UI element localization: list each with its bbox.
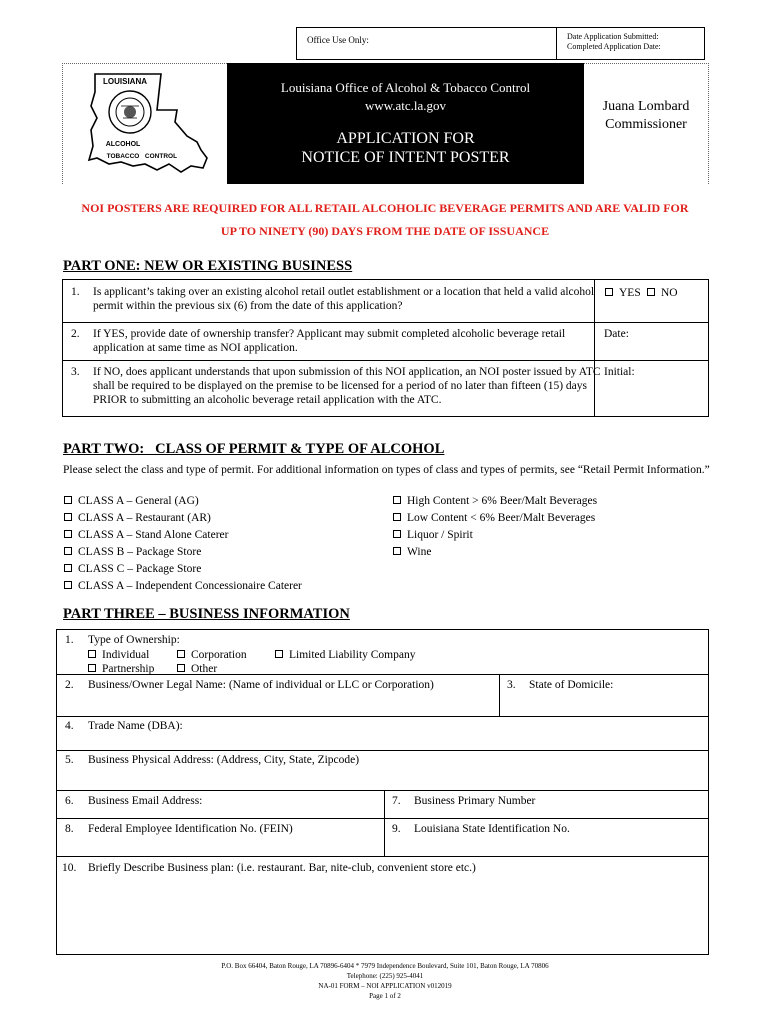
ownership-corporation-option[interactable] (177, 648, 247, 662)
date-completed-label: Completed Application Date: (567, 42, 661, 51)
q3-number: 3. (71, 366, 80, 378)
q1-yes-option[interactable] (605, 286, 641, 300)
other-specify-line[interactable] (219, 674, 412, 675)
class-b-package-checkbox[interactable] (64, 547, 72, 555)
legal-name-field[interactable]: Business/Owner Legal Name: (Name of individual or LLC or Corporation) (88, 679, 434, 691)
ownership-partnership-option[interactable] (88, 662, 154, 676)
state-of-domicile-field[interactable]: State of Domicile: (529, 679, 614, 691)
class-c-package-option[interactable] (64, 562, 302, 579)
header-black-panel (227, 63, 584, 184)
q1-text-line1: Is applicant’s taking over an existing alcohol retail outlet establishment or a location that held a valid alcohol (93, 286, 595, 298)
footer-page-number: Page 1 of 2 (369, 992, 401, 1000)
liquor-checkbox[interactable] (393, 530, 401, 538)
q3-text-line2: shall be required to be displayed on the premise to be licensed for a period of no later than fifteen (15) days (93, 380, 588, 392)
fein-field[interactable]: Federal Employee Identification No. (FEIN) (88, 823, 293, 835)
q2-number: 2. (71, 328, 80, 340)
class-a-caterer-checkbox[interactable] (64, 530, 72, 538)
q1-yes-checkbox[interactable] (605, 288, 613, 296)
f7-number: 7. (392, 795, 401, 807)
f6-number: 6. (65, 795, 74, 807)
low-content-checkbox[interactable] (393, 513, 401, 521)
logo-text-bottom1: TOBACCO (106, 153, 140, 160)
q3-initial-field[interactable]: Initial: (604, 366, 635, 378)
trade-name-field[interactable]: Trade Name (DBA): (88, 720, 183, 732)
corporation-label: Corporation (191, 649, 247, 661)
ownership-individual-option[interactable] (88, 648, 149, 662)
footer-form-id: NA-01 FORM – NOI APPLICATION v012019 (318, 982, 452, 990)
header-band (62, 63, 709, 184)
class-a-general-checkbox[interactable] (64, 496, 72, 504)
q1-yes-label: YES (619, 287, 641, 299)
class-a-concessionaire-checkbox[interactable] (64, 581, 72, 589)
liquor-option[interactable] (393, 528, 597, 545)
f2-number: 2. (65, 679, 74, 691)
high-content-option[interactable] (393, 494, 597, 511)
liquor-label: Liquor / Spirit (407, 529, 473, 541)
header-left-panel (62, 63, 227, 184)
class-b-package-label: CLASS B – Package Store (78, 546, 202, 558)
footer-telephone: Telephone: (225) 925-4041 (346, 972, 424, 980)
date-submitted-label: Date Application Submitted: (567, 32, 659, 41)
class-a-general-label: CLASS A – General (AG) (78, 495, 199, 507)
ownership-other-option[interactable] (177, 662, 217, 676)
alcohol-type-list (393, 494, 597, 562)
class-a-concessionaire-label: CLASS A – Independent Concessionaire Caterer (78, 580, 302, 592)
form-title-line2: NOTICE OF INTENT POSTER (301, 149, 510, 166)
wine-option[interactable] (393, 545, 597, 562)
individual-checkbox[interactable] (88, 650, 96, 658)
part-three-heading: PART THREE – BUSINESS INFORMATION (63, 606, 350, 622)
email-field[interactable]: Business Email Address: (88, 795, 203, 807)
footer-address: P.O. Box 66404, Baton Rouge, LA 70896-6404 * 7979 Independence Boulevard, Suite 101, Baton Rouge, LA 70806 (221, 962, 549, 970)
llc-checkbox[interactable] (275, 650, 283, 658)
logo-text-top: LOUISIANA (103, 77, 147, 86)
part-two-instructions: Please select the class and type of permit. For additional information on types of class and types of permits, see “Retail Permit Information.” (63, 464, 710, 476)
q3-text-line1: If NO, does applicant understands that upon submission of this NOI application, an NOI poster issued by ATC (93, 366, 601, 378)
f3-number: 3. (507, 679, 516, 691)
q1-number: 1. (71, 286, 80, 298)
corporation-checkbox[interactable] (177, 650, 185, 658)
part-two-heading: PART TWO: CLASS OF PERMIT & TYPE OF ALCOHOL (63, 441, 445, 457)
f4-number: 4. (65, 720, 74, 732)
q2-date-field[interactable]: Date: (604, 328, 629, 340)
q1-no-label: NO (661, 287, 678, 299)
louisiana-state-logo (73, 70, 213, 178)
agency-name: Louisiana Office of Alcohol & Tobacco Control (280, 80, 531, 95)
class-a-general-option[interactable] (64, 494, 302, 511)
low-content-label: Low Content < 6% Beer/Malt Beverages (407, 512, 596, 524)
f10-number: 10. (62, 862, 77, 874)
class-b-package-option[interactable] (64, 545, 302, 562)
f5-number: 5. (65, 754, 74, 766)
partnership-label: Partnership (102, 663, 155, 675)
partnership-checkbox[interactable] (88, 664, 96, 672)
class-c-package-checkbox[interactable] (64, 564, 72, 572)
wine-label: Wine (407, 546, 432, 558)
commissioner-name: Juana Lombard (602, 99, 690, 114)
class-c-package-label: CLASS C – Package Store (78, 563, 202, 575)
high-content-label: High Content > 6% Beer/Malt Beverages (407, 495, 598, 507)
logo-text-mid: ALCOHOL (105, 141, 141, 148)
logo-text-bottom2: CONTROL (144, 153, 178, 160)
other-label: Other (191, 663, 218, 675)
q2-text-line1: If YES, provide date of ownership transfer? Applicant may submit completed alcoholic beverage retail (93, 328, 566, 340)
agency-website: www.atc.la.gov (364, 98, 447, 113)
high-content-checkbox[interactable] (393, 496, 401, 504)
q1-no-option[interactable] (647, 286, 678, 300)
f8-number: 8. (65, 823, 74, 835)
wine-checkbox[interactable] (393, 547, 401, 555)
class-a-caterer-option[interactable] (64, 528, 302, 545)
q1-no-checkbox[interactable] (647, 288, 655, 296)
class-a-restaurant-label: CLASS A – Restaurant (AR) (78, 512, 211, 524)
primary-number-field[interactable]: Business Primary Number (414, 795, 536, 807)
notice-line1: NOI POSTERS ARE REQUIRED FOR ALL RETAIL ALCOHOLIC BEVERAGE PERMITS AND ARE VALID FOR (81, 201, 689, 215)
llc-label: Limited Liability Company (289, 649, 416, 661)
business-info-table (56, 629, 709, 955)
business-plan-field[interactable]: Briefly Describe Business plan: (i.e. restaurant. Bar, nite-club, convenient store etc.) (88, 862, 476, 874)
q3-text-line3: PRIOR to submitting an alcoholic beverage retail application with the ATC. (93, 394, 442, 406)
notice-line2: UP TO NINETY (90) DAYS FROM THE DATE OF ISSUANCE (220, 224, 550, 238)
commissioner-title: Commissioner (605, 117, 687, 132)
noi-notice (50, 201, 720, 239)
q1-text-line2: permit within the previous six (6) from the date of this application? (93, 300, 403, 312)
class-a-restaurant-option[interactable] (64, 511, 302, 528)
low-content-option[interactable] (393, 511, 597, 528)
q2-text-line2: application at same time as NOI application. (93, 342, 298, 354)
individual-label: Individual (102, 649, 150, 661)
part-one-table (62, 279, 709, 417)
ownership-label: Type of Ownership: (88, 634, 180, 646)
office-use-label: Office Use Only: (307, 35, 369, 45)
f1-number: 1. (65, 634, 74, 646)
part-one-heading: PART ONE: NEW OR EXISTING BUSINESS (63, 258, 353, 274)
f9-number: 9. (392, 823, 401, 835)
office-use-box (296, 27, 705, 60)
page-footer (0, 961, 770, 1001)
form-title-line1: APPLICATION FOR (336, 130, 475, 147)
other-checkbox[interactable] (177, 664, 185, 672)
class-a-restaurant-checkbox[interactable] (64, 513, 72, 521)
header-right-panel (584, 63, 709, 184)
class-a-caterer-label: CLASS A – Stand Alone Caterer (78, 529, 229, 541)
state-id-field[interactable]: Louisiana State Identification No. (414, 823, 570, 835)
physical-address-field[interactable]: Business Physical Address: (Address, City, State, Zipcode) (88, 754, 360, 766)
permit-class-list (64, 494, 302, 596)
class-a-concessionaire-option[interactable] (64, 579, 302, 596)
ownership-llc-option[interactable] (275, 648, 415, 662)
